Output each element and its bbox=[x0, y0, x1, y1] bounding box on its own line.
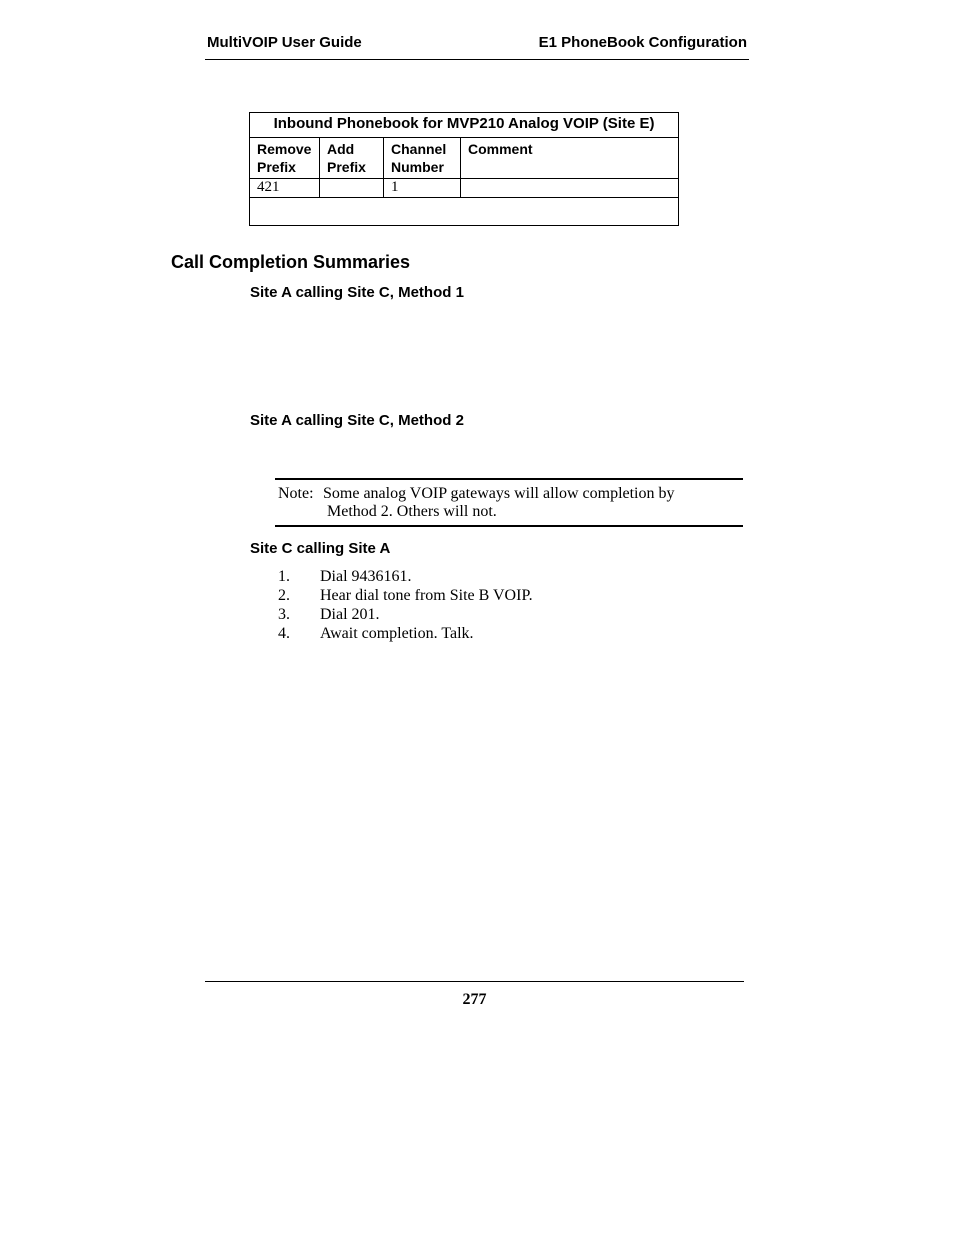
step-text: Await completion. Talk. bbox=[320, 625, 474, 642]
list-item bbox=[278, 568, 533, 587]
table-row bbox=[250, 179, 679, 198]
table-cell bbox=[250, 198, 679, 226]
step-number: 2. bbox=[278, 587, 290, 604]
step-number: 1. bbox=[278, 568, 290, 585]
steps-list bbox=[278, 568, 533, 644]
step-number: 4. bbox=[278, 625, 290, 642]
list-item bbox=[278, 606, 533, 625]
note-rule-bottom bbox=[275, 525, 743, 527]
note-text-line-2: Method 2. Others will not. bbox=[327, 503, 497, 520]
column-header: Comment bbox=[461, 138, 679, 179]
section-title: Call Completion Summaries bbox=[171, 252, 411, 272]
table-cell: 421 bbox=[250, 179, 320, 198]
table-row-empty bbox=[250, 198, 679, 226]
subheading-method-2: Site A calling Site C, Method 2 bbox=[250, 412, 464, 429]
subheading-site-c: Site C calling Site A bbox=[250, 540, 391, 557]
note-label: Note: bbox=[278, 485, 314, 502]
table-header-row bbox=[250, 138, 679, 179]
table-title: Inbound Phonebook for MVP210 Analog VOIP (Site E) bbox=[250, 113, 679, 138]
list-item bbox=[278, 587, 533, 606]
running-header-section: E1 PhoneBook Configuration bbox=[538, 34, 747, 51]
step-text: Dial 9436161. bbox=[320, 568, 412, 585]
step-text: Dial 201. bbox=[320, 606, 380, 623]
list-item bbox=[278, 625, 533, 644]
footer-rule bbox=[205, 981, 744, 982]
header-rule bbox=[205, 59, 749, 60]
table-cell: 1 bbox=[384, 179, 461, 198]
step-text: Hear dial tone from Site B VOIP. bbox=[320, 587, 533, 604]
column-header: Add Prefix bbox=[320, 138, 384, 179]
note-text-line-1: Some analog VOIP gateways will allow completion by bbox=[323, 485, 675, 502]
step-number: 3. bbox=[278, 606, 290, 623]
table-cell bbox=[461, 179, 679, 198]
note-rule-top bbox=[275, 478, 743, 480]
running-header-title: MultiVOIP User Guide bbox=[207, 34, 362, 51]
inbound-phonebook-table bbox=[249, 112, 679, 226]
column-header: Channel Number bbox=[384, 138, 461, 179]
table-cell bbox=[320, 179, 384, 198]
column-header: Remove Prefix bbox=[250, 138, 320, 179]
subheading-method-1: Site A calling Site C, Method 1 bbox=[250, 284, 464, 301]
page-number: 277 bbox=[462, 991, 487, 1008]
